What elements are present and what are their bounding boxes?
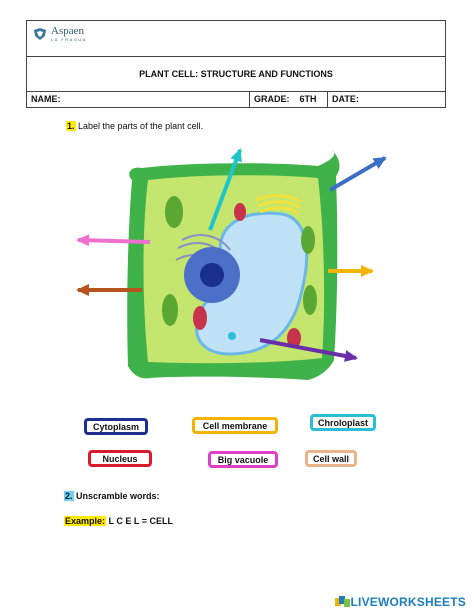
school-logo: [33, 26, 87, 42]
grade-label: GRADE:: [254, 94, 290, 104]
instruction-1-text: Label the parts of the plant cell.: [75, 121, 204, 131]
name-label: NAME:: [31, 94, 61, 104]
page-title: PLANT CELL: STRUCTURE AND FUNCTIONS: [27, 56, 445, 92]
instruction-2: [64, 491, 160, 501]
mitochondrion: [234, 203, 246, 221]
logo-sub-text: LA FRAGUA: [51, 37, 87, 42]
date-label: DATE:: [332, 94, 359, 104]
chloroplast: [165, 196, 183, 228]
label-arrow-head: [361, 265, 374, 277]
date-cell[interactable]: [328, 91, 447, 108]
footer-watermark: [335, 595, 466, 609]
label-nucleus[interactable]: [88, 450, 152, 467]
label-big-vacuole-text: Big vacuole: [217, 454, 269, 465]
example-line: [64, 516, 173, 526]
grade-value: 6TH: [299, 94, 317, 104]
plant-cell-diagram: [70, 140, 390, 380]
school-logo-icon: [33, 28, 47, 40]
footer-brand: LIVEWORKSHEETS: [350, 595, 466, 609]
worksheet-header: [26, 20, 446, 108]
liveworksheets-logo-icon: [335, 596, 351, 608]
chloroplast: [162, 294, 178, 326]
label-cell-wall-text: Cell wall: [312, 453, 349, 464]
label-cell-wall[interactable]: [305, 450, 357, 467]
label-arrow-head: [231, 148, 242, 162]
vacuole-dot: [228, 332, 236, 340]
instruction-1: [66, 121, 203, 131]
label-cell-membrane-text: Cell membrane: [202, 420, 268, 431]
instruction-1-number: 1.: [67, 121, 75, 131]
label-cytoplasm-text: Cytoplasm: [92, 421, 139, 432]
chloroplast: [303, 285, 317, 315]
student-info-row: [27, 91, 445, 108]
instruction-2-number: 2.: [65, 491, 73, 501]
label-cell-membrane[interactable]: [192, 417, 278, 434]
name-cell[interactable]: [27, 91, 250, 108]
logo-main-text: Aspaen: [51, 25, 84, 37]
chloroplast: [301, 226, 315, 254]
nucleolus: [200, 263, 224, 287]
mitochondrion: [193, 306, 207, 330]
label-arrow-head: [76, 284, 89, 296]
example-label: Example:: [65, 516, 106, 526]
grade-cell: [250, 91, 328, 108]
logo-row: [27, 21, 445, 57]
label-big-vacuole[interactable]: [208, 451, 278, 468]
label-chroloplast[interactable]: [310, 414, 376, 431]
label-chroloplast-text: Chroloplast: [317, 417, 368, 428]
label-arrow-head: [76, 234, 89, 246]
instruction-2-text: Unscramble words:: [73, 491, 160, 501]
label-cytoplasm[interactable]: [84, 418, 148, 435]
label-nucleus-text: Nucleus: [102, 453, 138, 464]
example-text: L C E L = CELL: [106, 516, 173, 526]
